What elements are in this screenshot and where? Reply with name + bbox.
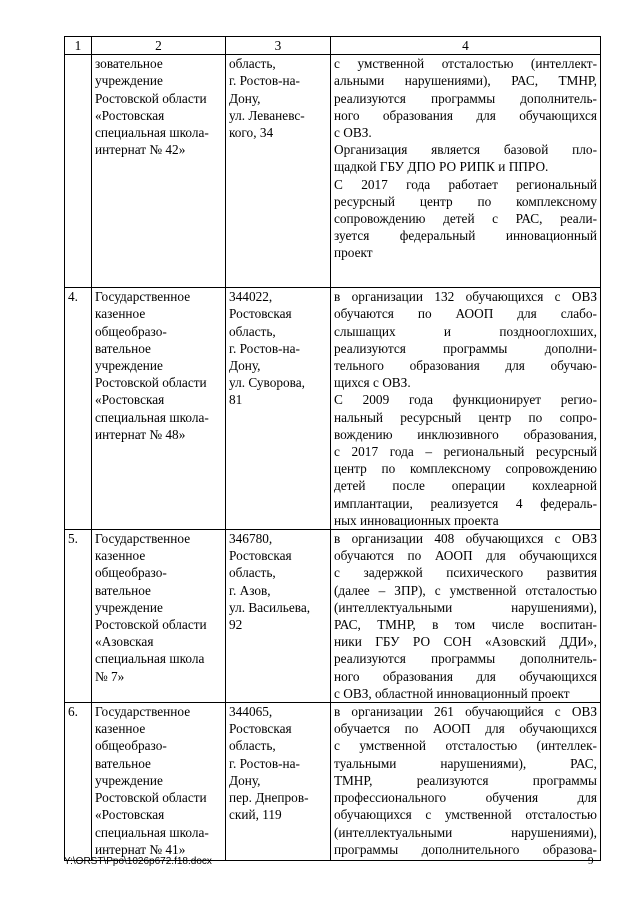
description-line: ного образования для обучающихся [334,107,597,123]
institution-name-line: специальная школа- [95,125,209,141]
institution-name-line: «Ростовская [95,107,165,123]
institution-address [226,288,331,530]
institution-name [92,530,226,703]
table-row [65,530,601,703]
description-line: обучается по АООП для обучающихся [334,721,597,737]
institution-name-line: Ростовской области [95,790,207,806]
institutions-table [64,36,601,861]
description-line: с умственной отсталостью (интеллек- [334,738,597,754]
institution-name-line: зовательное [95,56,163,72]
description-line: сопровождению детей с РАС, реали- [334,211,597,227]
institution-name-line: казенное [95,721,146,737]
address-line: ул. Суворова, [229,375,305,391]
address-line: ский, 119 [229,807,282,823]
institution-name-line: специальная школа- [95,824,209,840]
description-line: обучаются по АООП для слабо- [334,306,597,322]
institution-name-line: казенное [95,548,146,564]
description-line: с задержкой психического развития [334,565,597,581]
row-number: 5. [65,530,92,703]
institution-name [92,288,226,530]
description-line: щихся с ОВЗ. [334,375,411,391]
description-line: нальный ресурсный центр по сопро- [334,409,597,425]
row-number: 4. [65,288,92,530]
institution-name-line: Государственное [95,704,191,720]
institution-name-line: учреждение [95,599,163,615]
description-line: реализуются программы дополнитель- [334,90,597,106]
institution-address [226,55,331,288]
description-line: с умственной отсталостью (интеллект- [334,56,597,72]
institution-name-line: вательное [95,340,151,356]
description-line: зуется федеральный инновационный [334,228,597,244]
institution-name-line: интернат № 41» [95,841,186,857]
description-line: реализуются программы дополни- [334,340,597,356]
description-line: с ОВЗ. [334,125,372,141]
description-line: туальными нарушениями), РАС, [334,755,597,771]
description-line: ресурсный центр по комплексному [334,193,597,209]
description-line: обучаются по АООП для обучающихся [334,548,597,564]
address-line: Дону, [229,90,261,106]
institution-name-line: учреждение [95,772,163,788]
institution-name-line: Ростовской области [95,617,207,633]
footer-page-number: 9 [588,855,594,867]
institution-description [331,55,601,288]
address-line: Ростовская [229,306,292,322]
description-line: щадкой ГБУ ДПО РО РИПК и ППРО. [334,159,549,175]
description-line: имплантации, реализуется 4 федераль- [334,495,597,511]
description-line: реализуются программы дополнитель- [334,651,597,667]
description-line: тельного образования для обучаю- [334,358,597,374]
institution-name-line: специальная школа- [95,409,209,425]
description-line: ных инновационных проекта [334,512,499,528]
address-line: 346780, [229,531,273,547]
institution-description [331,530,601,703]
institution-name-line: Ростовской области [95,375,207,391]
description-line: слышащих и позднооглохших, [334,323,597,339]
description-line: вождению инклюзивного образования, [334,426,597,442]
address-line: пер. Днепров- [229,790,309,806]
description-line: ники ГБУ РО СОН «Азовский ДДИ», [334,634,597,650]
address-line: область, [229,56,276,72]
institution-name-line: Государственное [95,531,191,547]
header-row [65,37,601,55]
institution-address [226,530,331,703]
address-line: область, [229,738,276,754]
address-line: область, [229,323,276,339]
description-line: (интеллектуальными нарушениями), [334,824,597,840]
description-line: в организации 132 обучающихся с ОВЗ [334,289,597,305]
address-line: Ростовская [229,548,292,564]
description-line: детей после операции кохлеарной [334,478,597,494]
institution-name-line: общеобразо- [95,323,167,339]
description-line: Организация является базовой пло- [334,142,597,158]
footer-file-path: Y:\ORST\Ppo\1026p672.f18.docx [64,856,212,867]
description-line: профессионального обучения для [334,790,597,806]
institution-name-line: общеобразо- [95,738,167,754]
institution-name-line: общеобразо- [95,565,167,581]
institution-name-line: «Ростовская [95,392,165,408]
address-line: кого, 34 [229,125,274,141]
table-row [65,288,601,530]
description-line: с 2017 года – региональный ресурсный [334,444,597,460]
description-line: (интеллектуальными нарушениями), [334,599,597,615]
description-line: (далее – ЗПР), с умственной отсталостью [334,582,597,598]
institution-name-line: интернат № 42» [95,142,186,158]
description-line: проект [334,245,373,261]
address-line: ул. Васильева, [229,599,311,615]
address-line: 344065, [229,704,273,720]
institution-name-line: казенное [95,306,146,322]
description-line: программы дополнительного образова- [334,841,597,857]
institution-name-line: Государственное [95,289,191,305]
description-line: с ОВЗ, областной инновационный проект [334,685,570,701]
institution-name-line: вательное [95,582,151,598]
institution-description [331,703,601,861]
header-col-1: 1 [65,37,92,55]
description-line: в организации 408 обучающихся с ОВЗ [334,531,597,547]
description-line: РАС, ТМНР, в том числе воспитан- [334,617,597,633]
header-col-2: 2 [92,37,226,55]
institution-address [226,703,331,861]
institution-name-line: интернат № 48» [95,426,186,442]
institution-name-line: «Ростовская [95,807,165,823]
address-line: 81 [229,392,243,408]
institution-name-line: вательное [95,755,151,771]
institution-name [92,55,226,288]
address-line: 344022, [229,289,273,305]
institution-name-line: специальная школа [95,651,205,667]
description-line: обучающихся с умственной отсталостью [334,807,597,823]
row-number: 6. [65,703,92,861]
header-col-4: 4 [331,37,601,55]
address-line: 92 [229,617,243,633]
row-number [65,55,92,288]
address-line: Дону, [229,358,261,374]
address-line: Ростовская [229,721,292,737]
institution-name [92,703,226,861]
description-line: ного образования для обучающихся [334,668,597,684]
address-line: г. Азов, [229,582,271,598]
address-line: г. Ростов-на- [229,73,300,89]
institution-name-line: № 7» [95,668,125,684]
header-col-3: 3 [226,37,331,55]
institution-name-line: учреждение [95,358,163,374]
description-line: С 2017 года работает региональный [334,176,597,192]
address-line: г. Ростов-на- [229,755,300,771]
description-line: С 2009 года функционирует регио- [334,392,597,408]
address-line: г. Ростов-на- [229,340,300,356]
institution-name-line: «Азовская [95,634,154,650]
description-line: центр по комплексному сопровождению [334,461,597,477]
description-line: альными нарушениями), РАС, ТМНР, [334,73,597,89]
table-row [65,55,601,288]
description-line: ТМНР, реализуются программы [334,772,597,788]
table-row [65,703,601,861]
institution-name-line: учреждение [95,73,163,89]
description-line: в организации 261 обучающийся с ОВЗ [334,704,597,720]
address-line: Дону, [229,772,261,788]
institution-name-line: Ростовской области [95,90,207,106]
institution-description [331,288,601,530]
address-line: ул. Леваневс- [229,107,305,123]
address-line: область, [229,565,276,581]
